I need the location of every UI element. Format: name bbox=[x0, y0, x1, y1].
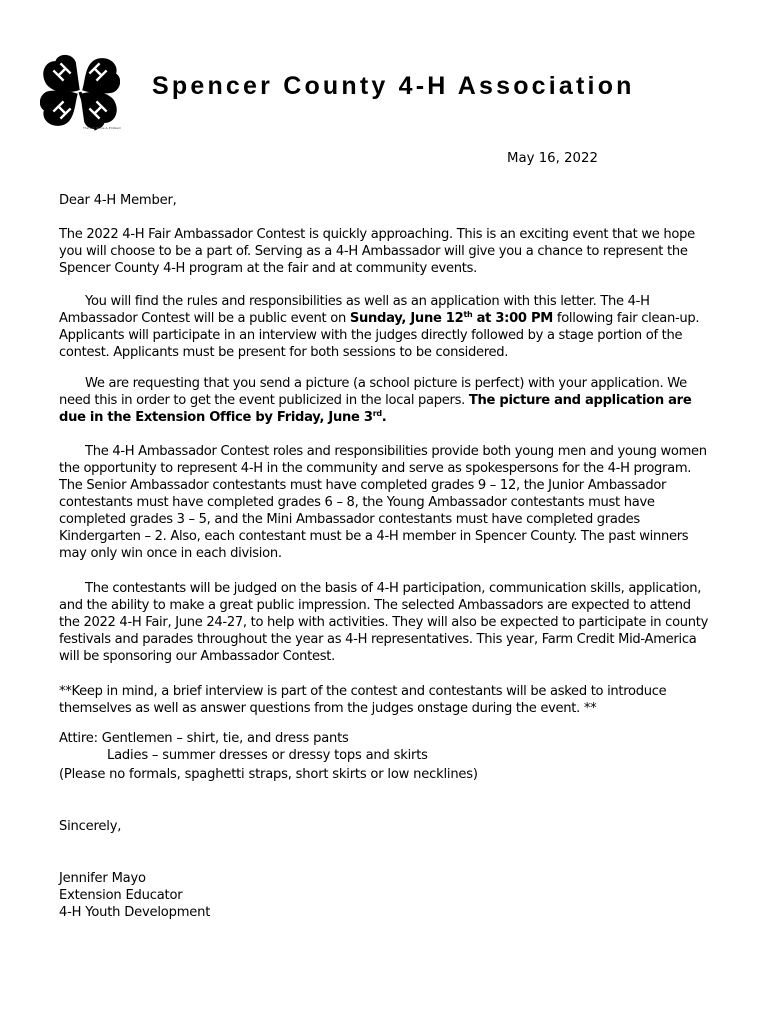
event-date-emphasis: Sunday, June 12th at 3:00 PM bbox=[349, 310, 554, 326]
closing: Sincerely, bbox=[59, 819, 122, 834]
signer-name: Jennifer Mayo bbox=[59, 871, 146, 886]
logo-fine-print: The 4-H Name & Emblem bbox=[83, 126, 122, 130]
attire-gentlemen: Attire: Gentlemen – shirt, tie, and dress pants bbox=[59, 731, 349, 746]
salutation: Dear 4-H Member, bbox=[59, 193, 177, 208]
paragraph-6: **Keep in mind, a brief interview is part of the contest and contestants will be asked to introduce themselves as well as answer questions from the judges onstage during the event. ** bbox=[59, 684, 667, 716]
deadline-emphasis: The picture and application are due in the Extension Office by Friday, June 3rd. bbox=[59, 393, 692, 425]
organization-title: Spencer County 4-H Association bbox=[152, 72, 635, 100]
paragraph-1: The 2022 4-H Fair Ambassador Contest is quickly approaching. This is an exciting event that we hope you will choose to be a part of. Serving as a 4-H Ambassador will give you a chance to represent the Spencer County 4-H program at the fair and at community events. bbox=[59, 227, 695, 276]
attire-note: (Please no formals, spaghetti straps, short skirts or low necklines) bbox=[59, 767, 478, 782]
paragraph-2: You will find the rules and responsibilities as well as an application with this letter. The 4-H Ambassador Contest will be a public event on Sunday, June 12th at 3:00 PM following fair clean-up. Applicants will participate in an interview with the judges directly followed by a stage portion of the contest. Applicants must be present for both sessions to be considered. bbox=[59, 294, 700, 360]
four-leaf-clover-icon bbox=[40, 52, 120, 132]
signer-department: 4-H Youth Development bbox=[59, 905, 211, 920]
letter-date: May 16, 2022 bbox=[507, 151, 598, 166]
paragraph-5: The contestants will be judged on the basis of 4-H participation, communication skills, application, and the ability to make a great public impression. The selected Ambassadors are expected to attend the 2022 4-H Fair, June 24-27, to help with activities. They will also be expected to participate in county festivals and parades throughout the year as 4-H representatives. This year, Farm Credit Mid-America will be sponsoring our Ambassador Contest. bbox=[59, 581, 709, 664]
signer-title: Extension Educator bbox=[59, 888, 183, 903]
paragraph-4: The 4-H Ambassador Contest roles and responsibilities provide both young men and young women the opportunity to represent 4-H in the community and serve as spokespersons for the 4-H program. The Senior Ambassador contestants must have completed grades 9 – 12, the Junior Ambassador contestants must have completed grades 6 – 8, the Young Ambassador contestants must have completed grades 3 – 5, and the Mini Ambassador contestants must have completed grades Kindergarten – 2. Also, each contestant must be a 4-H member in Spencer County. The past winners may only win once in each division. bbox=[59, 444, 707, 561]
paragraph-3: We are requesting that you send a picture (a school picture is perfect) with your application. We need this in order to get the event publicized in the local papers. The picture and application are due in the Extension Office by Friday, June 3rd. bbox=[59, 376, 692, 425]
attire-ladies: Ladies – summer dresses or dressy tops and skirts bbox=[107, 748, 428, 763]
